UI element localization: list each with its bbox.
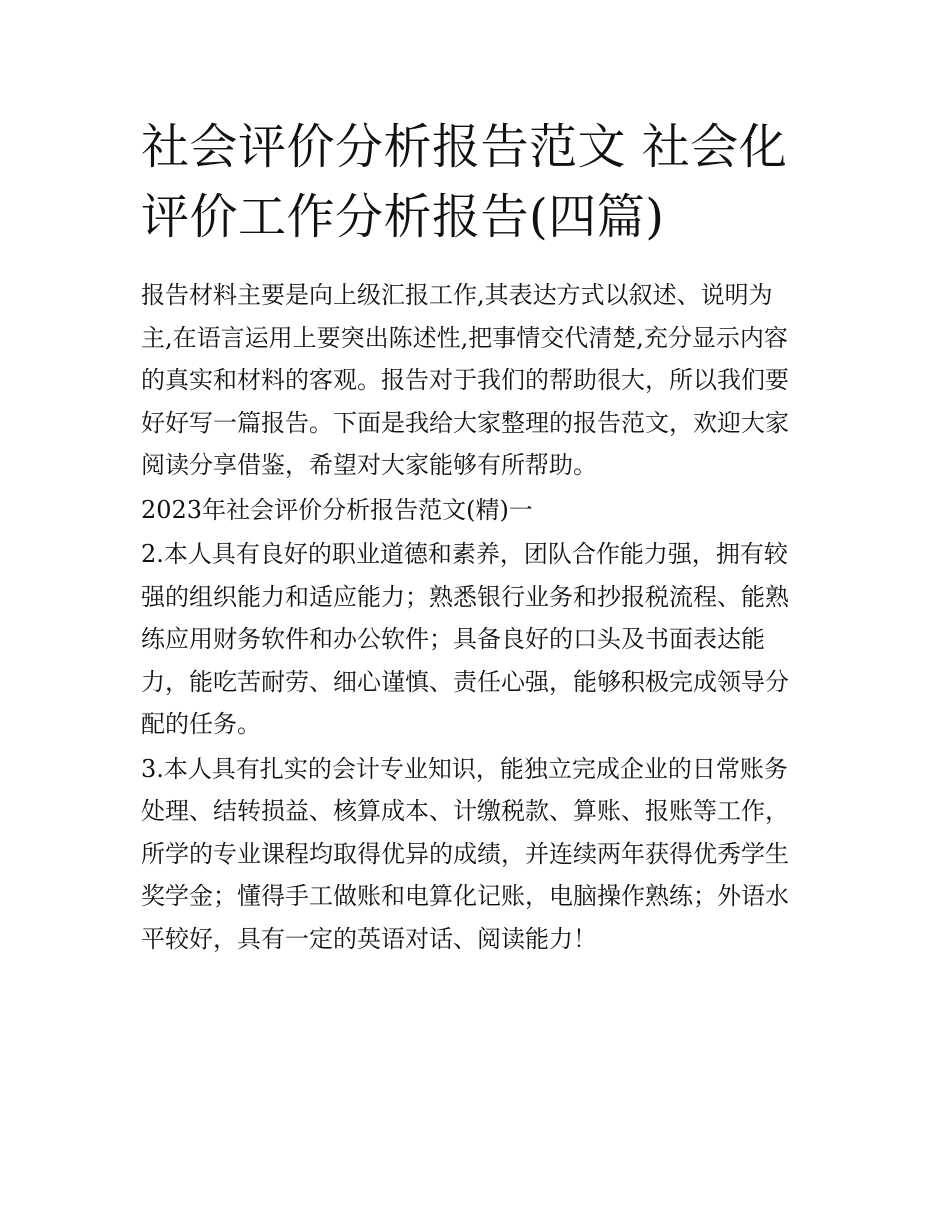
item-2-line: 2.本人具有良好的职业道德和素养，团队合作能力强，拥有较: [141, 540, 788, 568]
intro-paragraph: [141, 274, 817, 487]
intro-line: 阅读分享借鉴，希望对大家能够有所帮助。: [141, 451, 597, 479]
item-3-line: 奖学金；懂得手工做账和电算化记账，电脑操作熟练；外语水: [141, 882, 789, 910]
item-2-line: 强的组织能力和适应能力；熟悉银行业务和抄报税流程、能熟: [141, 582, 789, 611]
intro-line: 好好写一篇报告。下面是我给大家整理的报告范文，欢迎大家: [141, 408, 789, 437]
item-3-line: 3.本人具有扎实的会计专业知识，能独立完成企业的日常账务: [141, 754, 788, 783]
title-line: 评价工作分析报告(四篇): [141, 189, 665, 245]
title-line: 社会评价分析报告范文 社会化: [141, 119, 788, 175]
intro-line: 的真实和材料的客观。报告对于我们的帮助很大，所以我们要: [141, 366, 789, 394]
document-page: [141, 112, 817, 960]
item-3-line: 平较好，具有一定的英语对话、阅读能力！: [141, 924, 597, 953]
item-2-line: 力，能吃苦耐劳、细心谨慎、责任心强，能够积极完成领导分: [141, 667, 789, 696]
item-2-line: 练应用财务软件和办公软件；具备良好的口头及书面表达能: [141, 625, 765, 653]
item-2-line: 配的任务。: [141, 710, 261, 738]
item-3-paragraph: [141, 748, 817, 961]
intro-line: 主,在语言运用上要突出陈述性,把事情交代清楚,充分显示内容: [141, 323, 788, 352]
intro-line: 报告材料主要是向上级汇报工作,其表达方式以叙述、说明为: [141, 281, 773, 309]
document-title: [141, 112, 817, 252]
item-2-paragraph: [141, 533, 817, 746]
section-heading: 2023年社会评价分析报告范文(精)一: [141, 495, 533, 524]
item-3-line: 处理、结转损益、核算成本、计缴税款、算账、报账等工作，: [141, 797, 789, 825]
item-3-line: 所学的专业课程均取得优异的成绩，并连续两年获得优秀学生: [141, 839, 789, 868]
